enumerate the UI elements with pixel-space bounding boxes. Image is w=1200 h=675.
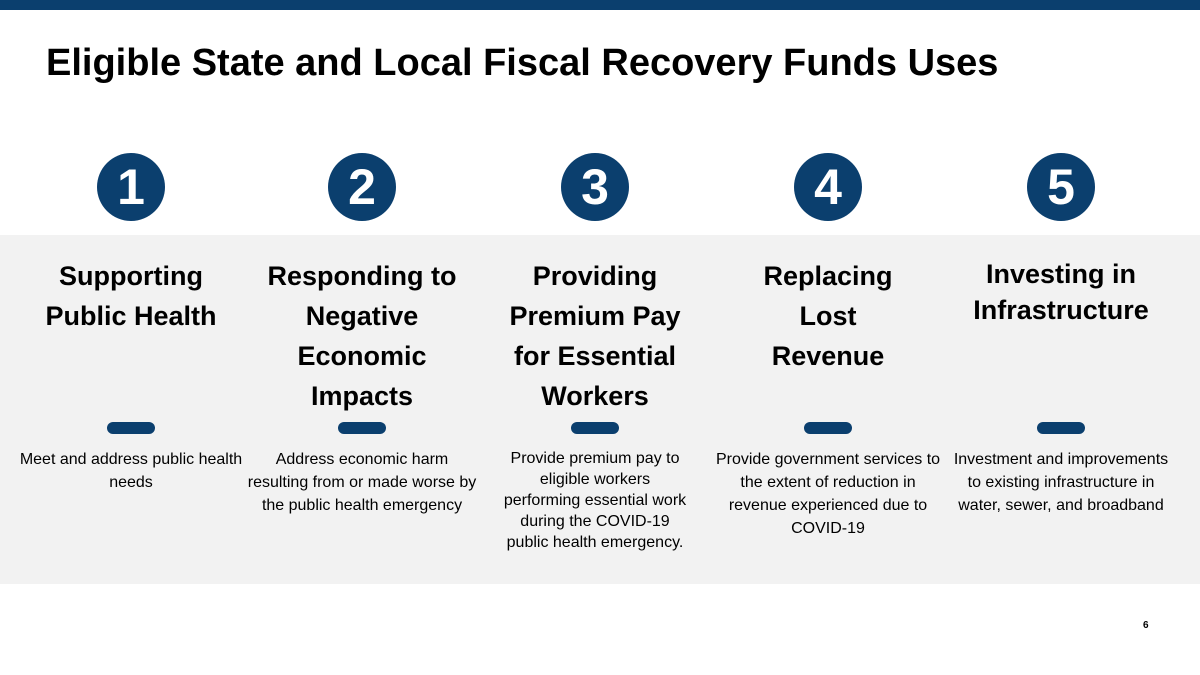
use-description-1: Meet and address public health needs — [19, 451, 243, 491]
page-number: 6 — [1143, 620, 1149, 631]
slide-title: Eligible State and Local Fiscal Recovery Funds Uses — [46, 42, 999, 84]
number-badge-5: 5 — [1027, 153, 1095, 221]
use-description-3: Provide premium pay to eligible workers performing essential work during the COVID-19 public health emergency. — [503, 450, 687, 551]
use-description-2: Address economic harm resulting from or made worse by the public health emergency — [247, 451, 477, 514]
number-badge-4: 4 — [794, 153, 862, 221]
use-column-3 — [480, 150, 710, 551]
number-badge-1: 1 — [97, 153, 165, 221]
number-badge-3: 3 — [561, 153, 629, 221]
divider-dash-1 — [107, 422, 155, 434]
divider-dash-3 — [571, 422, 619, 434]
use-description-5: Investment and improvements to existing infrastructure in water, sewer, and broadband — [953, 451, 1169, 514]
use-heading-2: Responding to Negative Economic Impacts — [267, 261, 457, 411]
use-heading-3: Providing Premium Pay for Essential Workers — [509, 261, 681, 411]
use-heading-5: Investing in Infrastructure — [973, 259, 1149, 325]
use-column-5 — [946, 150, 1176, 514]
use-column-4 — [713, 150, 943, 537]
use-description-4: Provide government services to the extent of reduction in revenue experienced due to COVID-19 — [715, 451, 941, 537]
divider-dash-5 — [1037, 422, 1085, 434]
use-heading-1: Supporting Public Health — [45, 261, 217, 331]
use-heading-4: Replacing Lost Revenue — [763, 261, 893, 371]
divider-dash-2 — [338, 422, 386, 434]
number-badge-2: 2 — [328, 153, 396, 221]
top-accent-bar — [0, 0, 1200, 10]
use-column-1 — [16, 150, 246, 491]
use-column-2 — [247, 150, 477, 514]
divider-dash-4 — [804, 422, 852, 434]
